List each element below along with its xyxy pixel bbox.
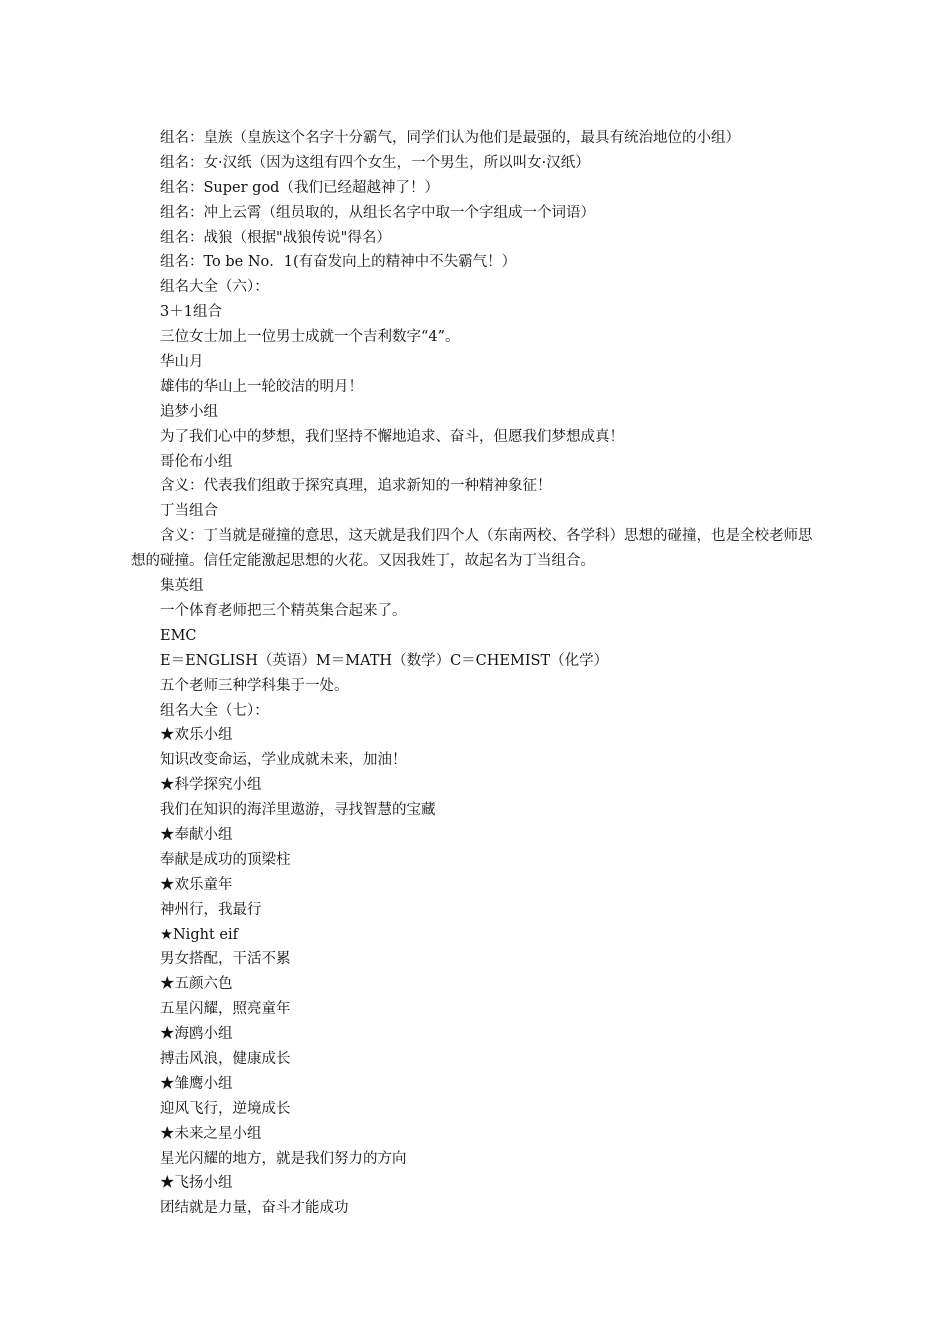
- group-motto: 星光闪耀的地方，就是我们努力的方向: [160, 1150, 407, 1167]
- group-motto: 搏击风浪，健康成长: [160, 1050, 291, 1067]
- group-name: 丁当组合: [160, 503, 218, 520]
- text-line: 组名：To be No．1(有奋发向上的精神中不失霸气！）: [160, 254, 517, 271]
- group-motto: 神州行，我最行: [160, 901, 262, 918]
- group-description: 含义：代表我们组敢于探究真理，追求新知的一种精神象征！: [160, 478, 552, 495]
- group-description: E＝ENGLISH（英语）M＝MATH（数学）C＝CHEMIST（化学）: [160, 652, 609, 669]
- group-description: 为了我们心中的梦想，我们坚持不懈地追求、奋斗，但愿我们梦想成真！: [160, 428, 624, 445]
- group-motto: 迎风飞行，逆境成长: [160, 1100, 291, 1117]
- group-name: ★海鸥小组: [160, 1026, 233, 1043]
- text-line: 组名：战狼（根据"战狼传说"得名）: [160, 229, 391, 246]
- text-line: 组名：冲上云霄（组员取的，从组长名字中取一个字组成一个词语）: [160, 204, 595, 221]
- group-name: ★Night eif: [160, 926, 238, 943]
- group-motto: 男女搭配，干活不累: [160, 951, 291, 968]
- group-description: 一个体育老师把三个精英集合起来了。: [160, 602, 407, 619]
- group-description-paragraph: 含义：丁当就是碰撞的意思，这天就是我们四个人（东南两校、各学科）思想的碰撞，也是全校老师思想的碰撞。信任定能激起思想的火花。又因我姓丁，故起名为丁当组合。: [131, 528, 813, 570]
- section-heading: 组名大全（六）：: [160, 279, 269, 296]
- group-name: 追梦小组: [160, 403, 218, 420]
- group-motto: 团结就是力量，奋斗才能成功: [160, 1200, 349, 1217]
- group-name: EMC: [160, 627, 197, 644]
- group-motto: 五星闪耀，照亮童年: [160, 1001, 291, 1018]
- group-description: 五个老师三种学科集于一处。: [160, 677, 349, 694]
- group-name: 集英组: [160, 578, 204, 595]
- section-heading: 组名大全（七）：: [160, 702, 269, 719]
- group-name: ★飞扬小组: [160, 1175, 233, 1192]
- group-name: 华山月: [160, 354, 204, 371]
- group-motto: 知识改变命运，学业成就未来，加油！: [160, 752, 407, 769]
- group-motto: 我们在知识的海洋里遨游，寻找智慧的宝藏: [160, 802, 436, 819]
- group-name: ★欢乐小组: [160, 727, 233, 744]
- group-name: ★欢乐童年: [160, 876, 233, 893]
- group-motto: 奉献是成功的顶梁柱: [160, 851, 291, 868]
- group-description: 三位女士加上一位男士成就一个吉利数字“4”。: [160, 329, 460, 346]
- group-name: ★雏鹰小组: [160, 1075, 233, 1092]
- group-name: ★科学探究小组: [160, 777, 262, 794]
- group-name: ★未来之星小组: [160, 1125, 262, 1142]
- group-name: 哥伦布小组: [160, 453, 233, 470]
- group-name: 3＋1组合: [160, 304, 222, 321]
- group-name: ★五颜六色: [160, 976, 233, 993]
- text-line: 组名：Super god（我们已经超越神了！）: [160, 179, 439, 196]
- text-line: 组名：女·汉纸（因为这组有四个女生，一个男生，所以叫女·汉纸）: [160, 154, 590, 171]
- group-name: ★奉献小组: [160, 826, 233, 843]
- text-line: 组名：皇族（皇族这个名字十分霸气，同学们认为他们是最强的，最具有统治地位的小组）: [160, 130, 740, 146]
- document-body: [131, 126, 821, 1221]
- group-description: 雄伟的华山上一轮皎洁的明月！: [160, 378, 363, 395]
